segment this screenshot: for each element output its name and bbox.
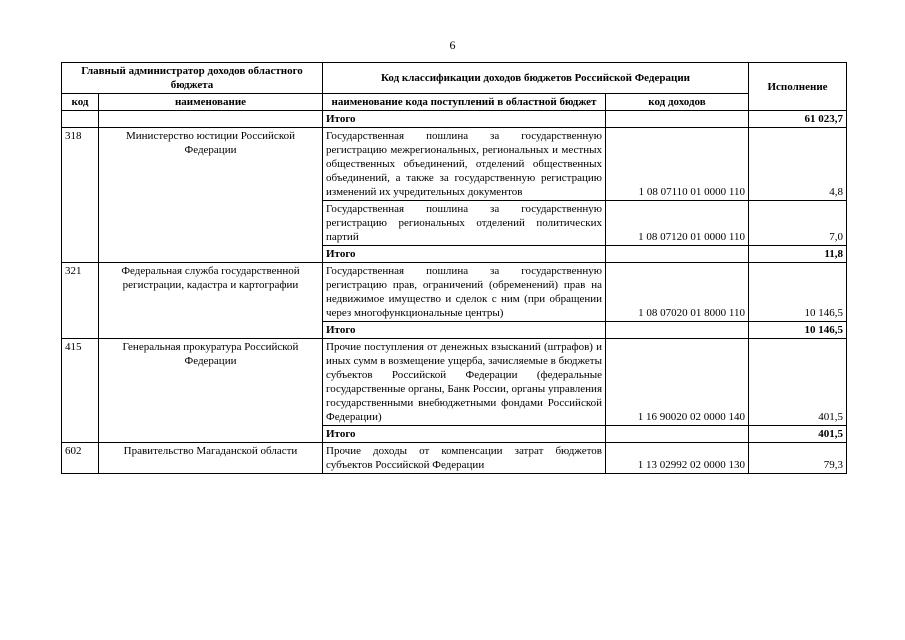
header-code: код — [62, 94, 99, 111]
header-name: наименование — [99, 94, 323, 111]
income-description: Прочие поступления от денежных взысканий (штрафов) и иных сумм в возмещение ущерба, зачисляемые в бюджеты субъектов Российской Федерации (федеральные государственные органы, Банк России, органы управления государственными внебюджетными фондами Российской Федерации) — [323, 339, 606, 426]
total-value: 401,5 — [749, 426, 847, 443]
admin-name: Федеральная служба государственной регистрации, кадастра и картографии — [99, 263, 323, 339]
header-income-code: код доходов — [606, 94, 749, 111]
execution-value: 401,5 — [749, 339, 847, 426]
top-total-row — [62, 111, 847, 128]
total-value: 10 146,5 — [749, 322, 847, 339]
execution-value: 4,8 — [749, 128, 847, 201]
header-classification-group: Код классификации доходов бюджетов Российской Федерации — [323, 63, 749, 94]
admin-name: Министерство юстиции Российской Федерации — [99, 128, 323, 263]
empty-cell — [606, 322, 749, 339]
income-code: 1 16 90020 02 0000 140 — [606, 339, 749, 426]
total-label: Итого — [323, 246, 606, 263]
income-code: 1 08 07110 01 0000 110 — [606, 128, 749, 201]
table-row — [62, 443, 847, 474]
admin-code: 321 — [62, 263, 99, 339]
page-number: 6 — [449, 38, 456, 52]
admin-code: 602 — [62, 443, 99, 474]
admin-code: 318 — [62, 128, 99, 263]
income-description: Прочие доходы от компенсации затрат бюджетов субъектов Российской Федерации — [323, 443, 606, 474]
table-row — [62, 263, 847, 322]
execution-value: 79,3 — [749, 443, 847, 474]
admin-code: 415 — [62, 339, 99, 443]
admin-name: Генеральная прокуратура Российской Федерации — [99, 339, 323, 443]
header-income-name: наименование кода поступлений в областной бюджет — [323, 94, 606, 111]
total-label: Итого — [323, 322, 606, 339]
table-row — [62, 128, 847, 201]
empty-cell — [62, 111, 99, 128]
income-code: 1 08 07120 01 0000 110 — [606, 201, 749, 246]
total-label: Итого — [323, 426, 606, 443]
income-description: Государственная пошлина за государственную регистрацию региональных отделений политических партий — [323, 201, 606, 246]
income-code: 1 13 02992 02 0000 130 — [606, 443, 749, 474]
revenue-table — [61, 62, 847, 474]
table-row — [62, 339, 847, 426]
header-execution: Исполнение — [749, 63, 847, 111]
empty-cell — [99, 111, 323, 128]
admin-name: Правительство Магаданской области — [99, 443, 323, 474]
empty-cell — [606, 426, 749, 443]
header-row-1 — [62, 63, 847, 94]
execution-value: 10 146,5 — [749, 263, 847, 322]
empty-cell — [606, 246, 749, 263]
empty-cell — [606, 111, 749, 128]
income-description: Государственная пошлина за государственную регистрацию прав, ограничений (обременений) прав на недвижимое имущество и сделок с ним (при обращении через многофункциональные центры) — [323, 263, 606, 322]
income-code: 1 08 07020 01 8000 110 — [606, 263, 749, 322]
total-value: 11,8 — [749, 246, 847, 263]
income-description: Государственная пошлина за государственную регистрацию межрегиональных, региональных и местных общественных объединений, отделений общественных объединений, а также за государственную регистрацию изменений их учредительных документов — [323, 128, 606, 201]
header-admin-group: Главный администратор доходов областного бюджета — [62, 63, 323, 94]
header-row-2 — [62, 94, 847, 111]
execution-value: 7,0 — [749, 201, 847, 246]
total-label: Итого — [323, 111, 606, 128]
total-value: 61 023,7 — [749, 111, 847, 128]
